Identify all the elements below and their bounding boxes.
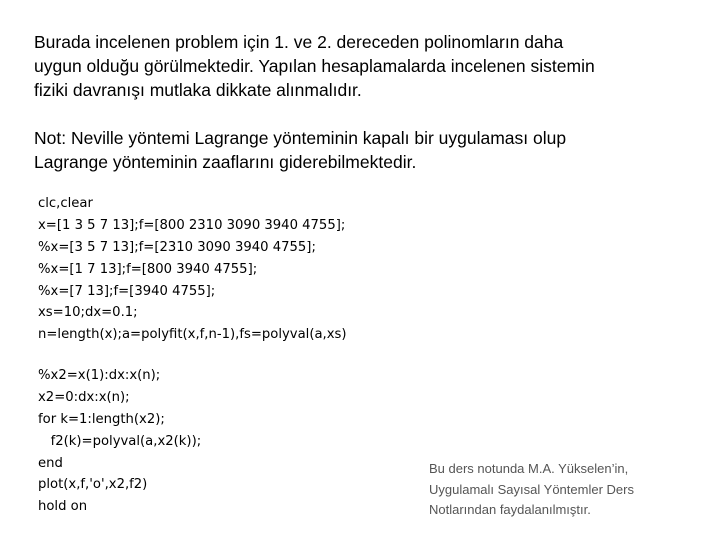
code-block-1: [38, 193, 347, 346]
code-line: %x2=x(1):dx:x(n);: [38, 368, 161, 383]
credit-line: Bu ders notunda M.A. Yükselen’in,: [429, 461, 629, 476]
note-line: Not: Neville yöntemi Lagrange yönteminin kapalı bir uygulaması olup: [34, 128, 567, 148]
code-line: %x=[7 13];f=[3940 4755];: [38, 283, 216, 299]
code-line: clc,clear: [38, 196, 93, 211]
code-line: hold on: [38, 499, 88, 515]
code-line: x2=0:dx:x(n);: [38, 389, 130, 405]
credit-note: [429, 459, 709, 521]
code-line: xs=10;dx=0.1;: [38, 305, 138, 321]
code-block-2: [38, 365, 201, 518]
intro-line: uygun olduğu görülmektedir. Yapılan hesaplamalarda incelenen sistemin: [34, 56, 595, 76]
credit-line: Uygulamalı Sayısal Yöntemler Ders: [429, 481, 634, 497]
code-line: %x=[3 5 7 13];f=[2310 3090 3940 4755];: [38, 239, 316, 255]
code-line: f2(k)=polyval(a,x2(k));: [38, 433, 202, 449]
code-line: for k=1:length(x2);: [38, 411, 165, 427]
code-line: %x=[1 7 13];f=[800 3940 4755];: [38, 261, 258, 277]
code-line: plot(x,f,'o',x2,f2): [38, 477, 148, 493]
intro-line: fiziki davranışı mutlaka dikkate alınmalıdır.: [34, 80, 362, 100]
code-line: n=length(x);a=polyfit(x,f,n-1),fs=polyval(a,xs): [38, 327, 347, 343]
code-line: end: [38, 455, 63, 471]
credit-line: Notlarından faydalanılmıştır.: [429, 502, 591, 517]
code-line: x=[1 3 5 7 13];f=[800 2310 3090 3940 4755];: [38, 217, 346, 233]
intro-paragraph: [34, 30, 704, 102]
note-paragraph: [34, 126, 704, 174]
intro-line: Burada incelenen problem için 1. ve 2. dereceden polinomların daha: [34, 32, 564, 52]
note-line: Lagrange yönteminin zaaflarını giderebilmektedir.: [34, 152, 417, 172]
